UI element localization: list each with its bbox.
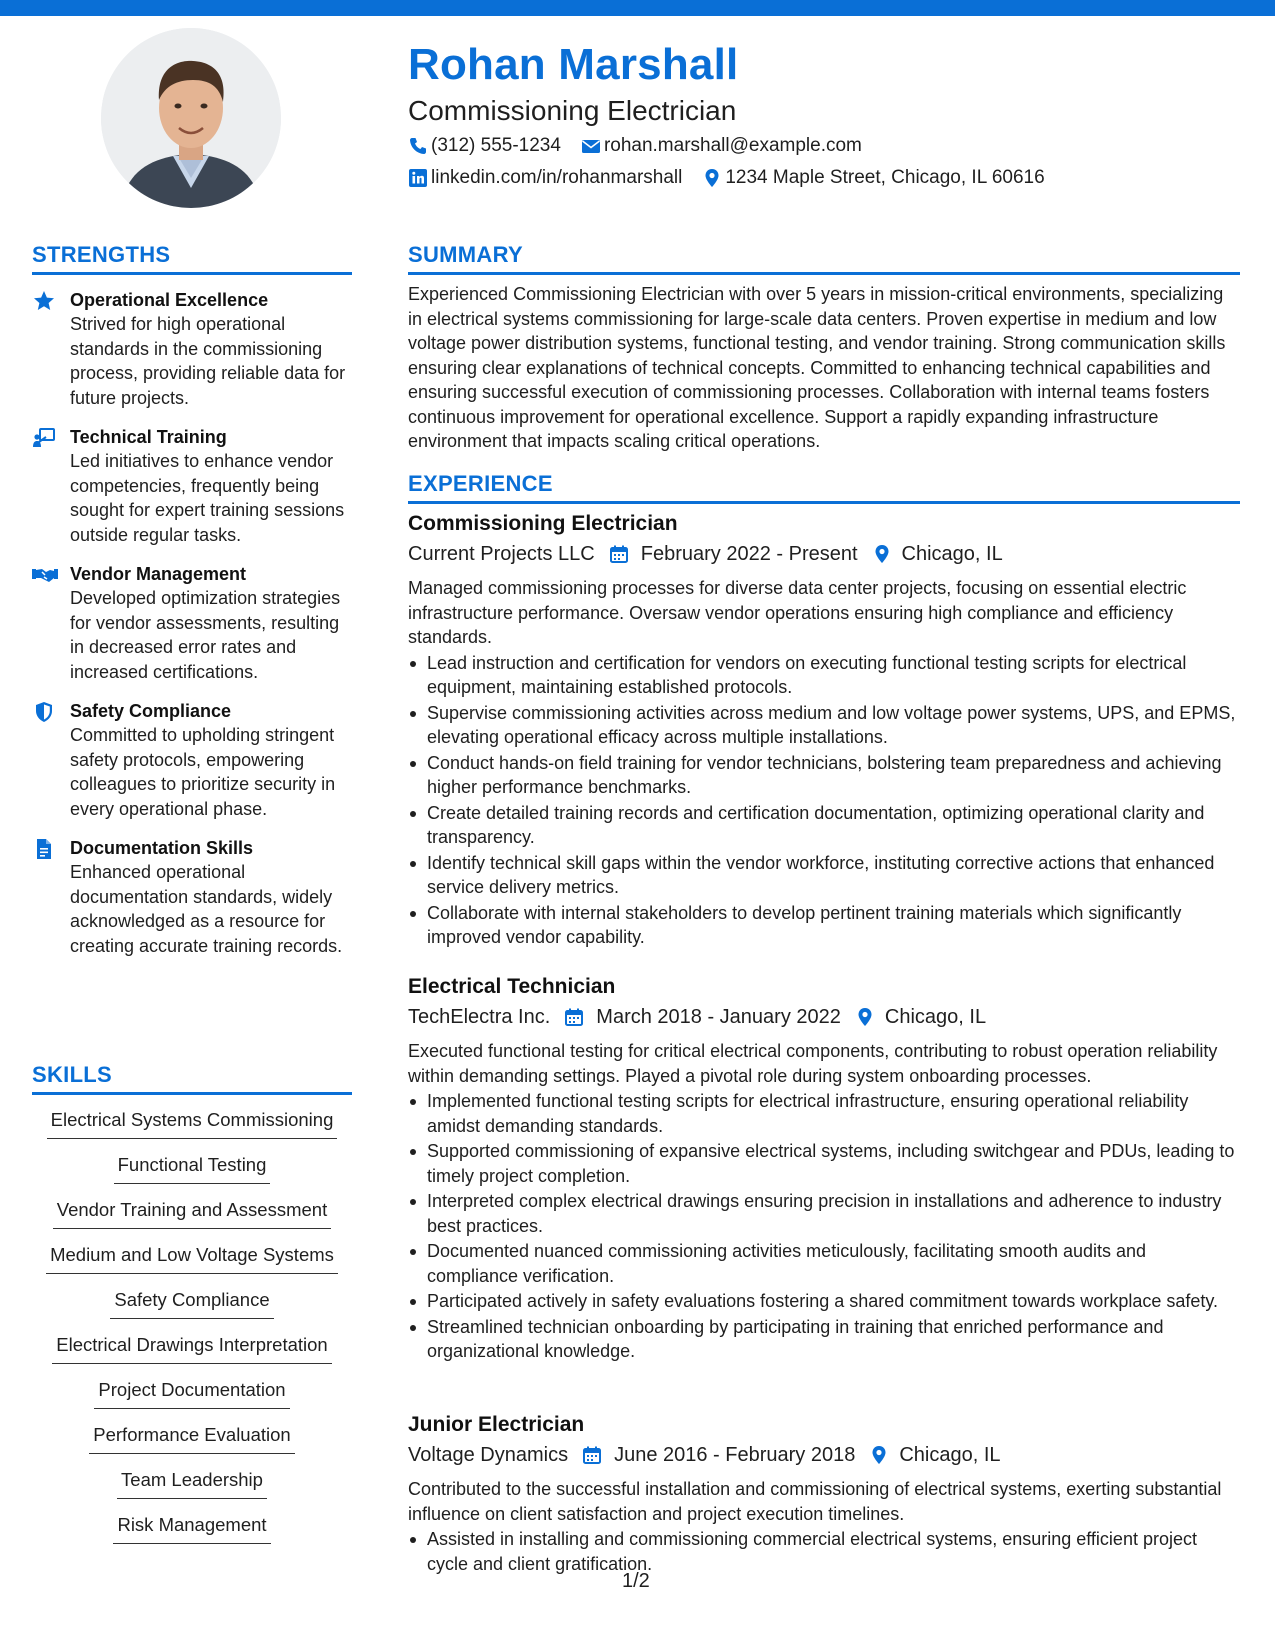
map-pin-icon [855,1007,875,1027]
strength-item [32,425,352,547]
bullet-item: Lead instruction and certification for vendors on executing functional testing scripts for electrical equipment, maintaining established protocols. [408,651,1240,700]
skill-label: Team Leadership [117,1468,267,1499]
job-entry [408,510,1240,950]
skills-rule [32,1092,352,1095]
phone-icon [408,136,428,156]
skill-label: Electrical Systems Commissioning [47,1108,338,1139]
calendar-icon [609,544,629,564]
strength-desc: Strived for high operational standards in the commissioning process, providing reliable data for future projects. [70,314,346,408]
skill-item [32,1108,352,1153]
bullet-item: Collaborate with internal stakeholders to develop pertinent training materials which significantly improved vendor capability. [408,901,1240,950]
skill-item [32,1333,352,1378]
skill-label: Risk Management [113,1513,270,1544]
shield-icon [32,700,58,724]
skill-item [32,1378,352,1423]
strength-item [32,288,352,410]
bullet-item: Implemented functional testing scripts for electrical infrastructure, ensuring operational reliability amidst demanding standards. [408,1089,1240,1138]
skill-item [32,1513,352,1558]
skills-heading: SKILLS [32,1062,113,1087]
job-bullets [408,1527,1240,1576]
document-icon [32,837,58,861]
linkedin-icon [408,168,428,188]
job-title: Commissioning Electrician [408,512,678,535]
skill-item [32,1423,352,1468]
email-contact[interactable] [581,135,862,157]
skill-label: Electrical Drawings Interpretation [52,1333,331,1364]
job-description: Contributed to the successful installation and commissioning of electrical systems, exerting substantial influence on client satisfaction and project execution timelines. [408,1479,1222,1524]
skill-label: Medium and Low Voltage Systems [46,1243,338,1274]
phone-contact[interactable] [408,135,561,157]
job-title: Electrical Technician [408,975,616,998]
strengths-rule [32,272,352,275]
experience-rule [408,501,1240,504]
bullet-item: Streamlined technician onboarding by participating in training that enriched performance and organizational knowledge. [408,1315,1240,1364]
training-icon [32,426,58,450]
job-bullets [408,1089,1240,1364]
bullet-item: Create detailed training records and certification documentation, optimizing operational clarity and transparency. [408,801,1240,850]
strength-desc: Developed optimization strategies for vendor assessments, resulting in decreased error rates and increased certifications. [70,588,341,682]
strength-item [32,836,352,958]
bullet-item: Conduct hands-on field training for vendor technicians, bolstering team preparedness and achieving higher performance benchmarks. [408,751,1240,800]
bullet-item: Identify technical skill gaps within the vendor workforce, instituting corrective actions that enhanced service delivery metrics. [408,851,1240,900]
bullet-item: Participated actively in safety evaluations fostering a shared commitment towards workplace safety. [408,1289,1240,1314]
bullet-item: Interpreted complex electrical drawings ensuring precision in installations and adherence to industry best practices. [408,1189,1240,1238]
job-location: Chicago, IL [899,1443,1001,1466]
skill-label: Vendor Training and Assessment [53,1198,331,1229]
skills-list [32,1108,352,1558]
job-meta [408,1001,1240,1033]
top-accent-bar [0,0,1275,16]
email-text: rohan.marshall@example.com [603,135,862,156]
strengths-list [32,288,352,973]
strength-title: Technical Training [70,427,227,447]
job-location: Chicago, IL [884,1005,987,1028]
skill-item [32,1468,352,1513]
skill-label: Project Documentation [94,1378,289,1409]
job-title: Junior Electrician [408,1413,585,1436]
bullet-item: Supervise commissioning activities across medium and low voltage power systems, UPS, and EPMS, elevating operational efficacy across multiple installations. [408,701,1240,750]
job-meta [408,538,1240,570]
job-dates: March 2018 - January 2022 [596,1005,841,1028]
strength-desc: Committed to upholding stringent safety protocols, empowering colleagues to prioritize security in every operational phase. [70,725,336,819]
job-company: Current Projects LLC [408,542,595,565]
calendar-icon [564,1007,584,1027]
candidate-title: Commissioning Electrician [408,95,737,126]
star-icon [32,289,58,313]
summary-rule [408,272,1240,275]
job-dates: June 2016 - February 2018 [614,1443,856,1466]
bullet-item: Documented nuanced commissioning activities meticulously, facilitating smooth audits and compliance verification. [408,1239,1240,1288]
skill-label: Safety Compliance [110,1288,273,1319]
strength-desc: Enhanced operational documentation standards, widely acknowledged as a resource for creating accurate training records. [70,862,343,956]
skill-item [32,1153,352,1198]
map-pin-icon [869,1445,889,1465]
skill-item [32,1198,352,1243]
job-location: Chicago, IL [901,542,1003,565]
skill-label: Performance Evaluation [89,1423,294,1454]
map-pin-icon [702,168,722,188]
contact-row-primary [408,135,882,157]
job-entry [408,1411,1240,1576]
job-meta [408,1439,1240,1471]
experience-heading: EXPERIENCE [408,471,553,496]
address-text: 1234 Maple Street, Chicago, IL 60616 [725,167,1045,188]
job-company: Voltage Dynamics [408,1443,569,1466]
strength-title: Documentation Skills [70,838,254,858]
summary-heading: SUMMARY [408,242,523,267]
handshake-icon [32,563,58,587]
map-pin-icon [872,544,892,564]
page-number: 1/2 [622,1570,650,1592]
strengths-heading: STRENGTHS [32,242,171,267]
skill-label: Functional Testing [114,1153,271,1184]
summary-text: Experienced Commissioning Electrician with over 5 years in mission-critical environments, specializing in electrical systems commissioning for large-scale data centers. Proven expertise in medium and low voltage power distribution systems, functional testing, and vendor training. Strong communication skills ensuring clear explanations of technical concepts. Committed to enhancing technical capabilities and ensuring successful execution of commissioning processes. Collaboration with internal teams fosters continuous improvement for operational excellence. Support a rapidly expanding infrastructure environment that impacts scaling critical operations. [408,284,1226,451]
job-bullets [408,651,1240,950]
job-description: Managed commissioning processes for diverse data center projects, focusing on essential electric infrastructure performance. Oversaw vendor operations ensuring high compliance and efficiency standards. [408,578,1187,647]
strength-item [32,562,352,684]
strength-title: Operational Excellence [70,290,269,310]
skill-item [32,1243,352,1288]
job-entry [408,973,1240,1364]
envelope-icon [581,136,601,156]
job-dates: February 2022 - Present [640,542,858,565]
calendar-icon [582,1445,602,1465]
strength-item [32,699,352,821]
candidate-name: Rohan Marshall [408,40,739,89]
phone-text: (312) 555-1234 [431,135,561,156]
skill-item [32,1288,352,1333]
strength-title: Vendor Management [70,564,247,584]
address-contact [702,167,1044,189]
job-company: TechElectra Inc. [408,1005,551,1028]
job-description: Executed functional testing for critical electrical components, contributing to robust operation reliability within demanding settings. Played a pivotal role during system onboarding processes. [408,1041,1218,1086]
bullet-item: Assisted in installing and commissioning commercial electrical systems, ensuring efficient project cycle and client gratification. [408,1527,1240,1576]
strength-desc: Led initiatives to enhance vendor competencies, frequently being sought for expert training sessions outside regular tasks. [70,451,345,545]
strength-title: Safety Compliance [70,701,232,721]
contact-row-secondary [408,167,1065,189]
linkedin-contact[interactable] [408,167,682,189]
profile-photo [101,28,281,208]
linkedin-text: linkedin.com/in/rohanmarshall [431,167,683,188]
bullet-item: Supported commissioning of expansive electrical systems, including switchgear and PDUs, leading to timely project completion. [408,1139,1240,1188]
